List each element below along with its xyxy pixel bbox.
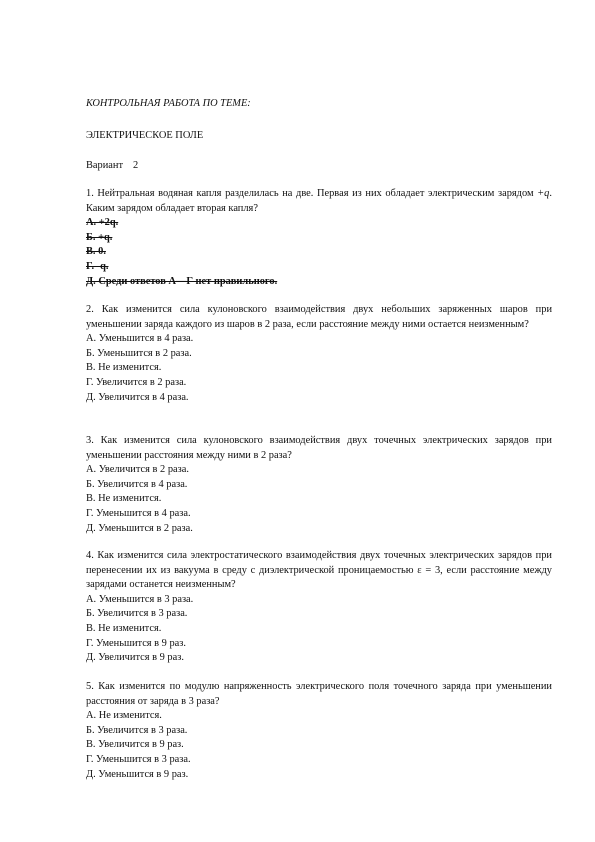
variant-line: [86, 159, 138, 174]
answer-option: Б. Уменьшится в 2 раза.: [86, 347, 192, 359]
answer-option: Б. Увеличится в 3 раза.: [86, 724, 188, 736]
answer-option: А. Не изменится.: [86, 710, 162, 722]
question-4-options: [86, 593, 552, 666]
answer-option: В. 0.: [86, 246, 106, 258]
answer-option: А. Увеличится в 2 раза.: [86, 464, 189, 476]
document-title: КОНТРОЛЬНАЯ РАБОТА ПО ТЕМЕ:: [86, 98, 251, 109]
answer-option: Д. Увеличится в 9 раз.: [86, 652, 184, 664]
answer-option: Г. Уменьшится в 9 раз.: [86, 637, 186, 649]
question-4-text: 4. Как изменится сила электростатического взаимодействия двух точечных электрических зарядов при перенесении их из вакуума в среду с диэлектрической проницаемостью ε = 3, если расстояние между зарядами останется неизменным?: [86, 550, 552, 591]
variant-number: 2: [133, 160, 139, 171]
question-2-options: [86, 332, 552, 405]
variant-label: Вариант: [86, 160, 124, 171]
question-1-options: [86, 216, 552, 289]
question-3: [86, 434, 552, 536]
question-5-options: [86, 709, 552, 782]
question-5-text: 5. Как изменится по модулю напряженность электрического поля точечного заряда при уменьшении расстояния от заряда в 3 раза?: [86, 681, 552, 707]
question-2: [86, 303, 552, 405]
answer-option: Г. -q.: [86, 260, 109, 272]
question-1-text: 1. Нейтральная водяная капля разделилась на две. Первая из них обладает электрическим зарядом +q. Каким зарядом обладает вторая капля?: [86, 188, 552, 214]
answer-option: Д. Уменьшится в 2 раза.: [86, 522, 193, 534]
answer-option: Б. +q.: [86, 231, 113, 243]
answer-option: Б. Увеличится в 4 раза.: [86, 478, 188, 490]
question-3-text: 3. Как изменится сила кулоновского взаимодействия двух точечных электрических зарядов при уменьшении расстояния между ними в 2 раза?: [86, 435, 552, 461]
question-2-text: 2. Как изменится сила кулоновского взаимодействия двух небольших заряженных шаров при уменьшении заряда каждого из шаров в 2 раза, если расстояние между ними остается неизменным?: [86, 304, 552, 330]
answer-option: Д. Уменьшится в 9 раз.: [86, 768, 189, 780]
answer-option: В. Не изменится.: [86, 493, 162, 505]
answer-option: Г. Уменьшится в 3 раза.: [86, 753, 191, 765]
question-4: [86, 549, 552, 666]
answer-option: В. Не изменится.: [86, 622, 162, 634]
answer-option: Д. Увеличится в 4 раза.: [86, 391, 189, 403]
question-3-options: [86, 463, 552, 536]
answer-option: А. +2q.: [86, 217, 119, 229]
question-5: [86, 680, 552, 782]
document-subtitle: ЭЛЕКТРИЧЕСКОЕ ПОЛЕ: [86, 130, 204, 141]
question-1: [86, 187, 552, 289]
answer-option: А. Уменьшится в 4 раза.: [86, 333, 194, 345]
answer-option: Б. Увеличится в 3 раза.: [86, 608, 188, 620]
charge-symbol: +q: [537, 188, 550, 199]
answer-option: В. Не изменится.: [86, 362, 162, 374]
answer-option: А. Уменьшится в 3 раза.: [86, 593, 194, 605]
answer-option: Г. Уменьшится в 4 раза.: [86, 507, 191, 519]
answer-option: Д. Среди ответов А—Г нет правильного.: [86, 275, 278, 287]
answer-option: Г. Увеличится в 2 раза.: [86, 376, 187, 388]
answer-option: В. Увеличится в 9 раз.: [86, 739, 184, 751]
